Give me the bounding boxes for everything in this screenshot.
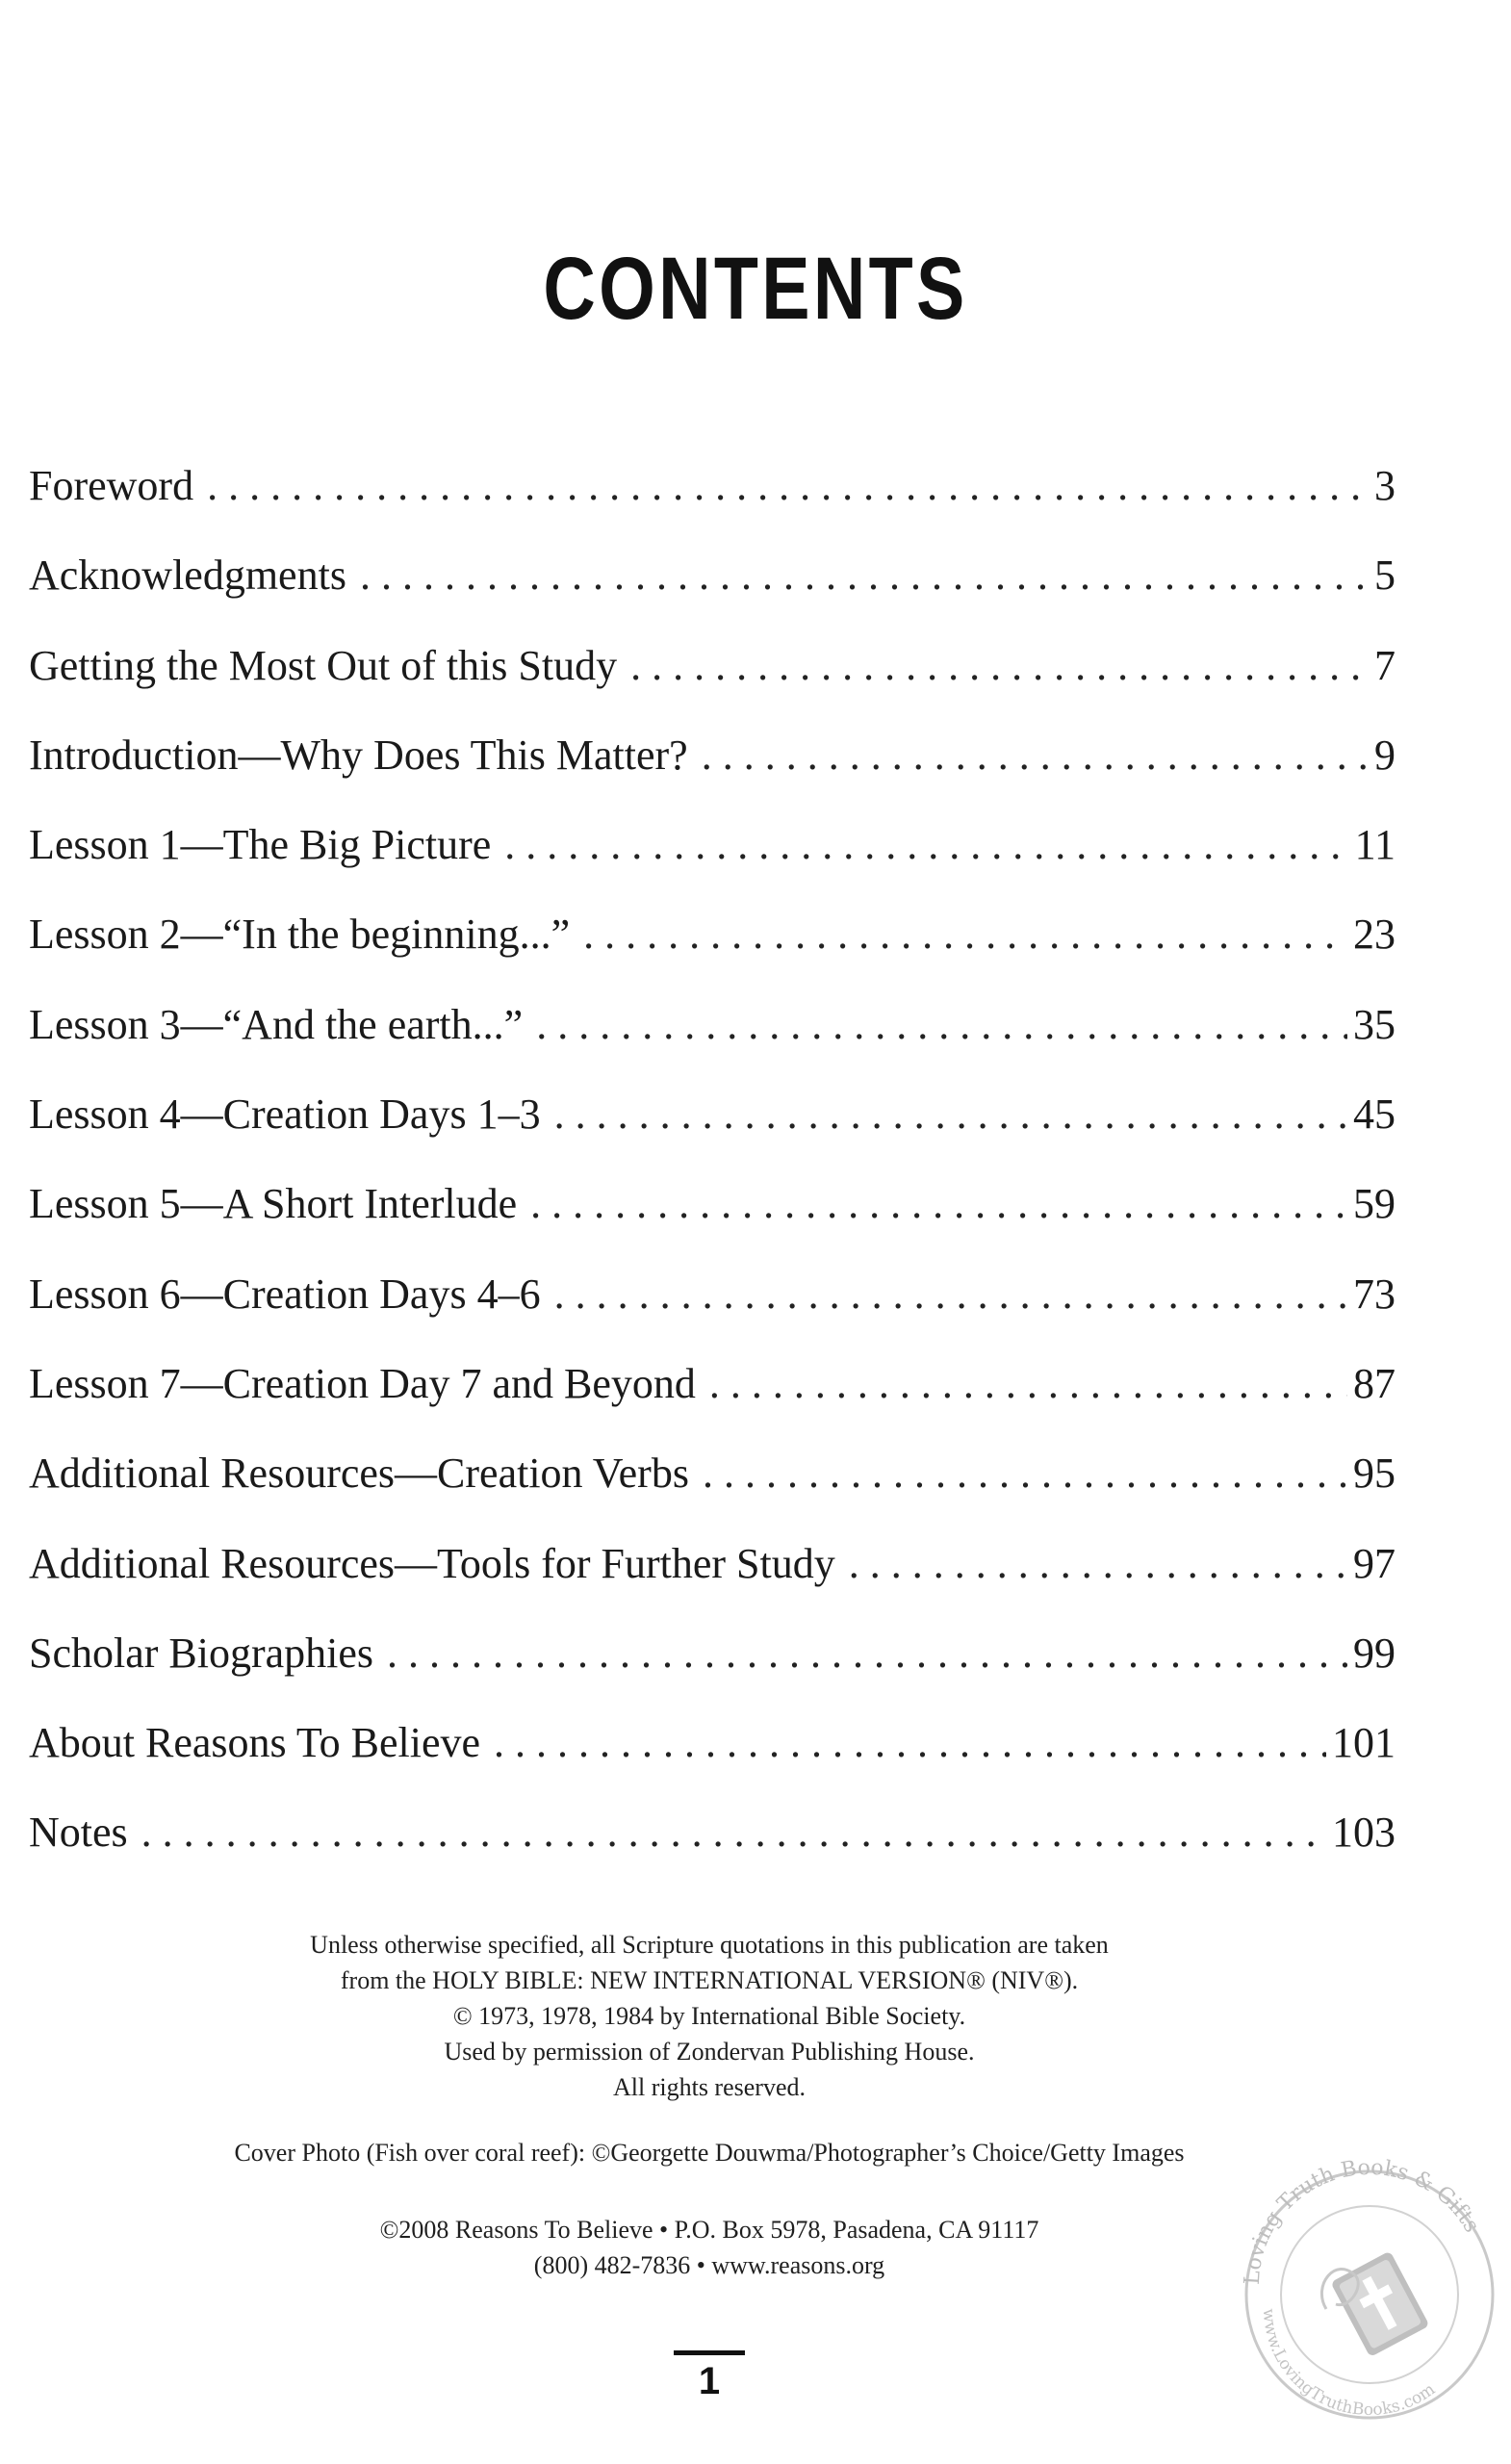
toc-leader-dots xyxy=(360,530,1369,620)
toc-entry-label: Introduction—Why Does This Matter? xyxy=(29,731,688,779)
toc-entry-label: Lesson 1—The Big Picture xyxy=(29,821,492,869)
page-number: 1 xyxy=(698,2360,721,2402)
toc-entry xyxy=(29,1787,1396,1877)
toc-leader-dots xyxy=(554,1249,1347,1339)
toc-entry-label: Getting the Most Out of this Study xyxy=(29,641,618,689)
toc-entry xyxy=(29,1608,1396,1698)
table-of-contents xyxy=(29,441,1396,1878)
toc-entry-page: 97 xyxy=(1353,1539,1396,1587)
toc-entry-page: 23 xyxy=(1353,911,1396,959)
toc-entry-page: 99 xyxy=(1353,1629,1396,1677)
toc-entry-label: Lesson 7—Creation Day 7 and Beyond xyxy=(29,1359,696,1407)
publisher-contact: (800) 482-7836 • www.reasons.org xyxy=(533,2251,885,2279)
toc-leader-dots xyxy=(630,621,1369,710)
toc-entry xyxy=(29,980,1396,1069)
page-title: CONTENTS xyxy=(543,240,968,338)
toc-entry-page: 11 xyxy=(1354,821,1396,869)
toc-leader-dots xyxy=(702,710,1369,800)
toc-entry-page: 59 xyxy=(1353,1180,1396,1228)
publisher-address: ©2008 Reasons To Believe • P.O. Box 5978, Pasadena, CA 91117 xyxy=(379,2216,1039,2244)
toc-entry xyxy=(29,1339,1396,1428)
notice-line: Unless otherwise specified, all Scripture quotations in this publication are taken xyxy=(310,1931,1109,1959)
toc-entry-page: 95 xyxy=(1353,1450,1396,1498)
toc-entry xyxy=(29,1069,1396,1159)
toc-leader-dots xyxy=(387,1608,1347,1698)
toc-leader-dots xyxy=(530,1159,1347,1248)
toc-entry xyxy=(29,441,1396,530)
toc-entry-label: Additional Resources—Creation Verbs xyxy=(29,1450,689,1498)
toc-entry xyxy=(29,1249,1396,1339)
toc-leader-dots xyxy=(536,980,1347,1069)
toc-leader-dots xyxy=(583,889,1347,979)
toc-leader-dots xyxy=(207,441,1369,530)
toc-entry-label: Foreword xyxy=(29,462,194,509)
toc-entry-label: Lesson 5—A Short Interlude xyxy=(29,1180,518,1228)
toc-entry-page: 35 xyxy=(1353,1000,1396,1048)
publisher-info xyxy=(0,2212,1419,2283)
toc-entry-label: Lesson 4—Creation Days 1–3 xyxy=(29,1091,541,1139)
toc-entry-page: 103 xyxy=(1332,1809,1396,1857)
toc-entry-page: 101 xyxy=(1332,1719,1396,1767)
toc-entry xyxy=(29,1159,1396,1248)
notice-line: from the HOLY BIBLE: NEW INTERNATIONAL VERSION® (NIV®). xyxy=(340,1966,1079,1994)
toc-leader-dots xyxy=(709,1339,1347,1428)
notice-line: All rights reserved. xyxy=(612,2073,806,2101)
toc-entry xyxy=(29,800,1396,889)
scripture-notice xyxy=(0,1927,1419,2105)
toc-entry xyxy=(29,710,1396,800)
toc-leader-dots xyxy=(849,1519,1347,1608)
toc-entry-page: 45 xyxy=(1353,1091,1396,1139)
toc-entry-label: About Reasons To Believe xyxy=(29,1719,481,1767)
page-number-rule xyxy=(674,2350,745,2355)
toc-entry xyxy=(29,530,1396,620)
toc-entry-page: 9 xyxy=(1374,731,1396,779)
svg-text:Loving Truth Books & Gifts: Loving Truth Books & Gifts xyxy=(1240,2155,1484,2286)
toc-entry xyxy=(29,1519,1396,1608)
toc-entry-label: Lesson 6—Creation Days 4–6 xyxy=(29,1270,541,1318)
toc-entry-label: Lesson 3—“And the earth...” xyxy=(29,1000,524,1048)
toc-leader-dots xyxy=(141,1787,1326,1877)
svg-text:www.LovingTruthBooks.com: www.LovingTruthBooks.com xyxy=(1258,2307,1440,2421)
toc-entry-page: 5 xyxy=(1374,552,1396,600)
toc-entry-label: Additional Resources—Tools for Further Study xyxy=(29,1539,835,1587)
toc-entry xyxy=(29,1698,1396,1787)
toc-entry-page: 87 xyxy=(1353,1359,1396,1407)
toc-entry-page: 3 xyxy=(1374,462,1396,509)
toc-entry xyxy=(29,621,1396,710)
toc-entry-label: Notes xyxy=(29,1809,128,1857)
toc-entry xyxy=(29,1428,1396,1518)
notice-line: © 1973, 1978, 1984 by International Bible Society. xyxy=(452,2002,966,2030)
cover-photo-credit: Cover Photo (Fish over coral reef): ©Georgette Douwma/Photographer’s Choice/Getty Images xyxy=(234,2139,1185,2167)
toc-entry-label: Acknowledgments xyxy=(29,552,346,600)
book-cross-stamp-icon xyxy=(1220,2141,1509,2458)
toc-leader-dots xyxy=(703,1428,1347,1518)
toc-leader-dots xyxy=(554,1069,1347,1159)
toc-entry-page: 7 xyxy=(1374,641,1396,689)
watermark-stamp xyxy=(1220,2141,1509,2458)
toc-entry-label: Lesson 2—“In the beginning...” xyxy=(29,911,571,959)
toc-entry-label: Scholar Biographies xyxy=(29,1629,374,1677)
toc-entry xyxy=(29,889,1396,979)
toc-entry-page: 73 xyxy=(1353,1270,1396,1318)
toc-leader-dots xyxy=(504,800,1348,889)
toc-leader-dots xyxy=(494,1698,1326,1787)
notice-line: Used by permission of Zondervan Publishing House. xyxy=(444,2038,975,2066)
